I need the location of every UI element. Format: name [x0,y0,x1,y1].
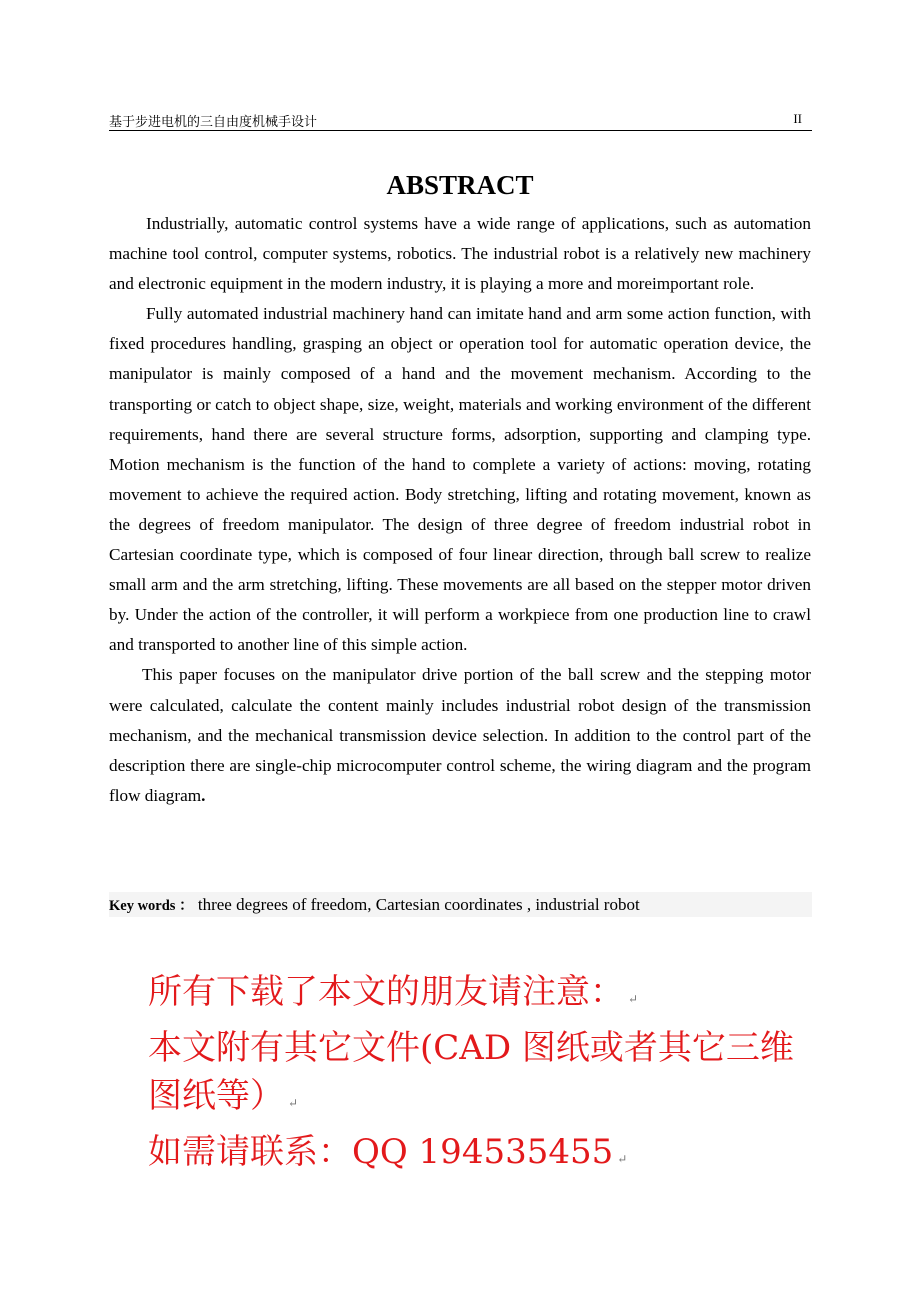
notice-line-1-text: 所有下载了本文的朋友请注意： [148,972,624,1012]
return-mark-icon: ↵ [288,1096,299,1110]
abstract-body [109,209,811,811]
abstract-paragraph-3 [109,660,811,810]
notice-line-1 [148,968,828,1024]
notice-line-2 [148,1024,828,1073]
keywords-value: three degrees of freedom, Cartesian coordinates , industrial robot [197,895,640,914]
keywords-label: Key words ： [109,898,194,914]
keywords-line [109,892,812,917]
abstract-heading: ABSTRACT [386,170,534,200]
final-period: . [201,785,206,805]
page-header [109,108,812,131]
notice-line-4-text: 如需请联系：QQ 194535455 [148,1131,614,1172]
return-mark-icon: ↵ [617,1151,628,1166]
notice-line-3 [148,1072,828,1128]
notice-line-2-text: 本文附有其它文件(CAD 图纸或者其它三维 [148,1027,794,1068]
return-mark-icon: ↵ [628,992,639,1006]
notice-line-3-text: 图纸等） [148,1076,284,1116]
page-number: II [793,111,802,126]
abstract-paragraph-3-text: This paper focuses on the manipulator drive portion of the ball screw and the stepping motor were calculated, calculate the content mainly includes industrial robot design of the transmission mechanism, and the mechanical transmission device selection. In addition to the control part of the description there are single-chip microcomputer control scheme, the wiring diagram and the program flow diagram [109,665,811,805]
abstract-paragraph-2: Fully automated industrial machinery hand can imitate hand and arm some action function, with fixed procedures handling, grasping an object or operation tool for automatic operation device, the manipulator is mainly composed of a hand and the movement mechanism. According to the transporting or catch to object shape, size, weight, materials and working environment of the different requirements, hand there are several structure forms, adsorption, supporting and clamping type. Motion mechanism is the function of the hand to complete a variety of actions: moving, rotating movement to achieve the required action. Body stretching, lifting and rotating movement, known as the degrees of freedom manipulator. The design of three degree of freedom industrial robot in Cartesian coordinate type, which is composed of four linear direction, through ball screw to realize small arm and the arm stretching, lifting. These movements are all based on the stepper motor driven by. Under the action of the controller, it will perform a workpiece from one production line to crawl and transported to another line of this simple action. [109,304,811,655]
notice-line-4 [148,1128,828,1184]
download-notice [148,968,828,1183]
header-title: 基于步进电机的三自由度机械手设计 [109,115,318,130]
abstract-paragraph-1: Industrially, automatic control systems have a wide range of applications, such as automation machine tool control, computer systems, robotics. The industrial robot is a relatively new machinery and electronic equipment in the modern industry, it is playing a more and moreimportant role. [109,214,811,294]
